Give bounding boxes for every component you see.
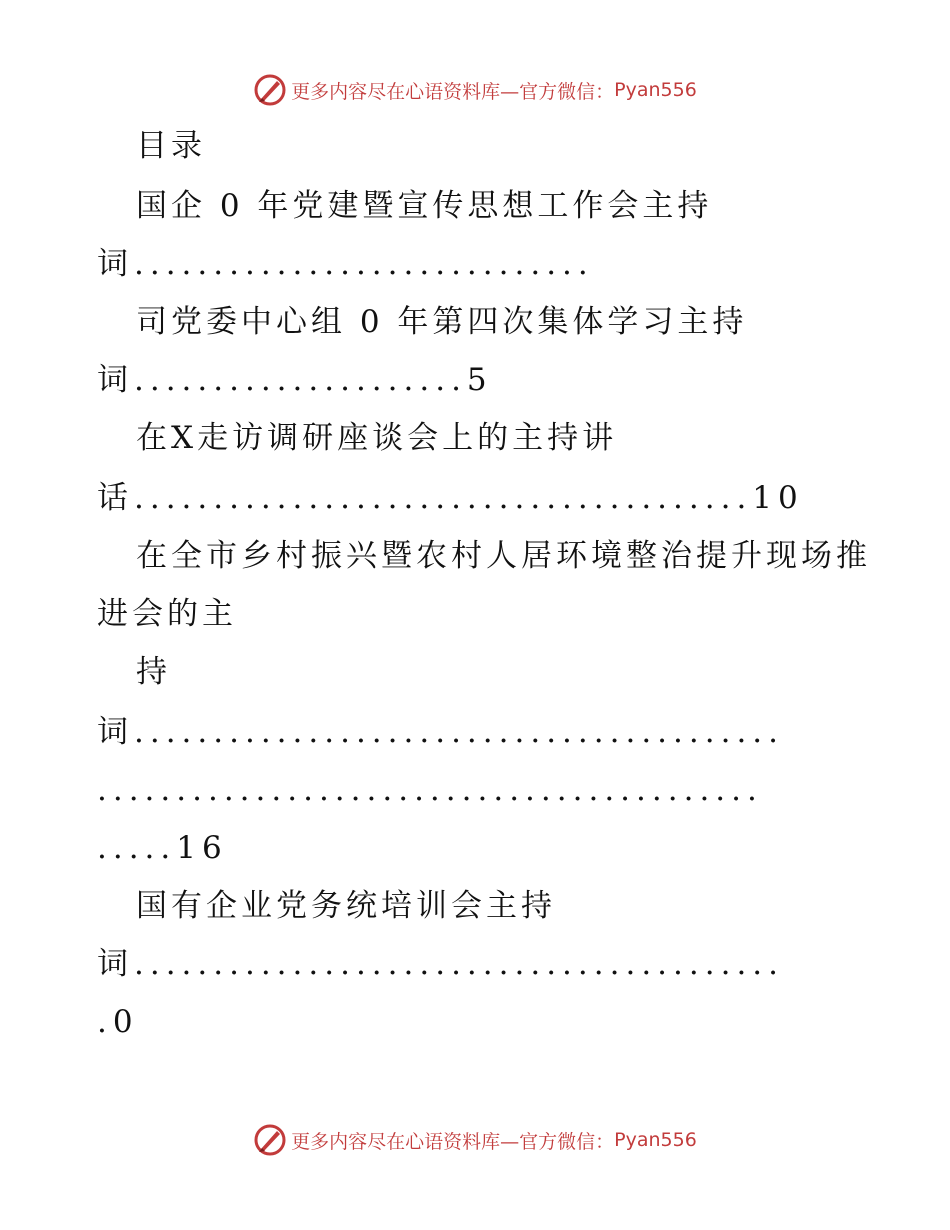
toc-entry-3-leader: 话.......................................10 [97, 480, 804, 516]
toc-entry-1-leader: 词............................. [97, 246, 594, 282]
banner-text: 更多内容尽在心语资料库—官方微信： [291, 80, 615, 103]
toc-entry-3-title: 在X走访调研座谈会上的主持讲 [136, 420, 618, 456]
toc-entry-4-title: 在全市乡村振兴暨农村人居环境整治提升现场推 [136, 538, 871, 574]
toc-entry-5-leader: 词......................................... [97, 946, 785, 982]
toc-entry-2-leader: 词.....................5 [97, 362, 493, 398]
toc-entry-4-leader: 词......................................... [97, 714, 785, 750]
toc-entry-4-title-cont: 进会的主 [97, 596, 237, 632]
footer-watermark-banner [0, 1120, 950, 1160]
toc-heading: 目录 [136, 128, 206, 164]
pen-logo-icon [253, 73, 287, 107]
toc-entry-4-leader-end: .....16 [97, 830, 228, 866]
banner-wechat-id: Pyan556 [614, 79, 697, 101]
toc-entry-2-title: 司党委中心组 0 年第四次集体学习主持 [136, 304, 748, 340]
toc-entry-5-leader-end: .0 [97, 1004, 139, 1040]
toc-entry-4-leader-cont: .......................................... [97, 772, 763, 808]
toc-entry-5-title: 国有企业党务统培训会主持 [136, 888, 556, 924]
pen-logo-icon [253, 1123, 287, 1157]
toc-entry-1-title: 国企 0 年党建暨宣传思想工作会主持 [136, 188, 713, 224]
banner-text: 更多内容尽在心语资料库—官方微信： [291, 1130, 615, 1153]
toc-entry-4-title-cont2: 持 [136, 654, 171, 690]
banner-wechat-id: Pyan556 [614, 1129, 697, 1151]
header-watermark-banner [0, 70, 950, 110]
